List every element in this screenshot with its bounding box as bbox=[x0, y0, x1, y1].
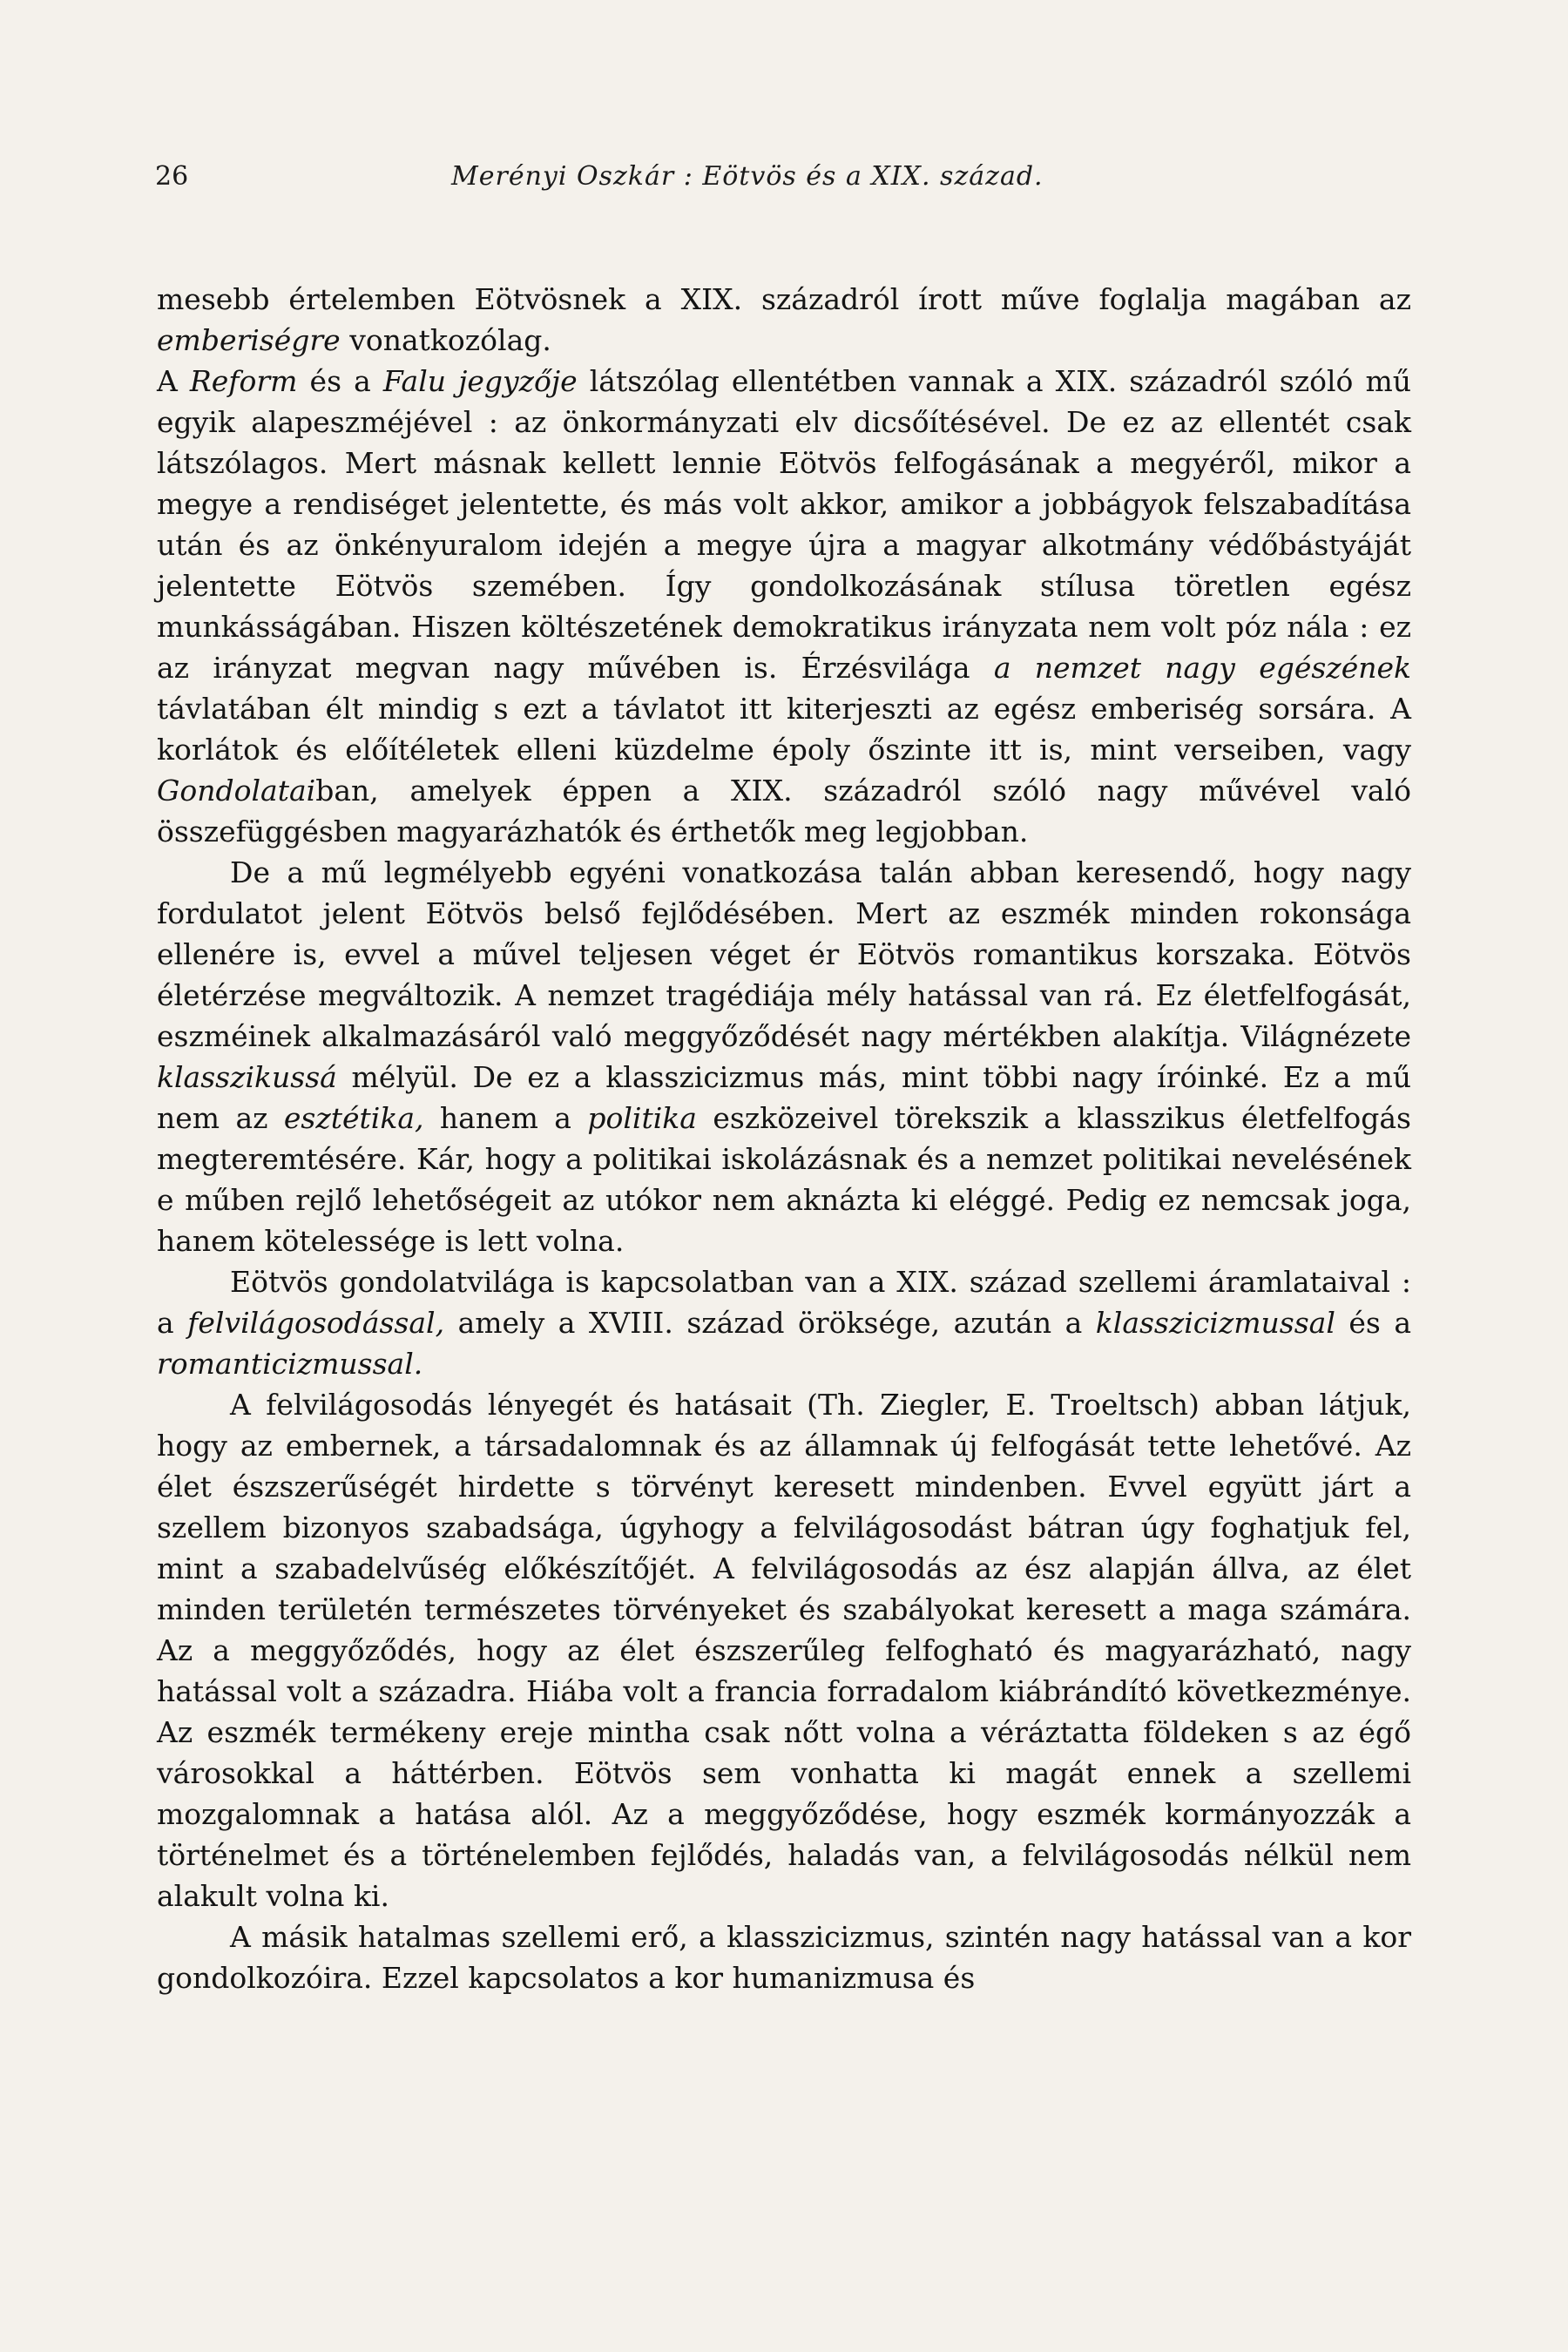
italic-text: a nemzet nagy egészének bbox=[993, 651, 1412, 685]
text-run: vonatkozólag. bbox=[340, 323, 551, 357]
text-run: látszólag ellentétben vannak a XIX. századról szóló mű egyik alapeszméjével : az önkormányzati elv dicsőítésével. De ez az ellentét csak látszólagos. Mert másnak kellett lennie Eötvös felfogásának a megyéről, mikor a megye a rendiséget jelentette, és más volt akkor, amikor a jobbágyok felszabadítása után és az önkényuralom idején a megye újra a magyar alkotmány védőbástyáját jelentette Eötvös szemében. Így gondolkozásának stílusa töretlen egész munkásságában. Hiszen költészetének demokratikus irányzata nem volt póz nála : ez az irányzat megvan nagy művében is. Érzésvilága bbox=[157, 364, 1411, 685]
text-run: és a bbox=[1335, 1306, 1411, 1340]
text-run: A bbox=[157, 364, 190, 398]
running-head bbox=[155, 161, 1409, 213]
italic-text: Falu jegyzője bbox=[382, 364, 578, 398]
italic-text: esztétika, bbox=[283, 1101, 424, 1135]
body-text bbox=[157, 279, 1411, 1998]
italic-text: romanticizmussal. bbox=[157, 1347, 423, 1381]
text-run: mesebb értelemben Eötvösnek a XIX. századról írott műve foglalja magában az bbox=[157, 282, 1411, 316]
text-run: A felvilágosodás lényegét és hatásait (Th. Ziegler, E. Troeltsch) abban látjuk, hogy az embernek, a társadalomnak és az államnak új felfogását tette lehetővé. Az élet észszerűségét hirdette s törvényt keresett mindenben. Evvel együtt járt a szellem bizonyos szabadsága, úgyhogy a felvilágosodást bátran úgy foghatjuk fel, mint a szabadelvűség előkészítőjét. A felvilágosodás az ész alapján állva, az élet minden területén természetes törvényeket és szabályokat keresett a maga számára. Az a meggyőződés, hogy az élet észszerűleg felfogható és magyarázható, nagy hatással volt a századra. Hiába volt a francia forradalom kiábrándító következménye. Az eszmék termékeny ereje mintha csak nőtt volna a véráztatta földeken s az égő városokkal a háttérben. Eötvös sem vonhatta ki magát ennek a szellemi mozgalomnak a hatása alól. Az a meggyőződése, hogy eszmék kormányozzák a történelmet és a történelemben fejlődés, haladás van, a felvilágosodás nélkül nem alakult volna ki. bbox=[157, 1388, 1411, 1913]
italic-text: emberiségre bbox=[157, 323, 341, 357]
paragraph bbox=[157, 1261, 1411, 1384]
paragraph bbox=[157, 852, 1411, 1261]
text-run: távlatában élt mindig s ezt a távlatot itt kiterjeszti az egész emberiség sorsára. A korlátok és előítéletek elleni küzdelme époly őszinte itt is, mint verseiben, vagy bbox=[157, 692, 1411, 767]
paragraph bbox=[157, 361, 1411, 852]
text-run: ban, amelyek éppen a XIX. századról szóló nagy művével való összefüggésben magyarázhatók és érthetők meg legjobban. bbox=[157, 774, 1411, 848]
italic-text: politika bbox=[587, 1101, 697, 1135]
paragraph bbox=[157, 1916, 1411, 1998]
text-run: hanem a bbox=[423, 1101, 588, 1135]
text-run: mélyül. De ez a klasszicizmus más, mint többi nagy íróinké. Ez a mű nem az bbox=[157, 1060, 1411, 1135]
text-run: Eötvös gondolatvilága is kapcsolatban van a XIX. század szellemi áramlataival : a bbox=[157, 1265, 1411, 1340]
text-run: eszközeivel törekszik a klasszikus életfelfogás megteremtésére. Kár, hogy a politikai iskolázásnak és a nemzet politikai nevelésének e műben rejlő lehetőségeit az utókor nem aknázta ki eléggé. Pedig ez nemcsak joga, hanem kötelessége is lett volna. bbox=[157, 1101, 1411, 1258]
text-run: A másik hatalmas szellemi erő, a klasszicizmus, szintén nagy hatással van a kor gondolkozóira. Ezzel kapcsolatos a kor humanizmusa és bbox=[157, 1920, 1411, 1995]
text-run: és a bbox=[297, 364, 383, 398]
page-number: 26 bbox=[155, 161, 189, 192]
text-run: De a mű legmélyebb egyéni vonatkozása talán abban keresendő, hogy nagy fordulatot jelent Eötvös belső fejlődésében. Mert az eszmék minden rokonsága ellenére is, evvel a művel teljesen véget ér Eötvös romantikus korszaka. Eötvös életérzése megváltozik. A nemzet tragédiája mély hatással van rá. Ez életfelfogását, eszméinek alkalmazásáról való meggyőződését nagy mértékben alakítja. Világnézete bbox=[157, 855, 1411, 1053]
italic-text: Gondolatai bbox=[157, 774, 316, 808]
italic-text: Reform bbox=[189, 364, 298, 398]
text-run: amely a XVIII. század öröksége, azután a bbox=[444, 1306, 1096, 1340]
paragraph bbox=[157, 279, 1411, 361]
italic-text: klasszikussá bbox=[157, 1060, 337, 1094]
paragraph bbox=[157, 1384, 1411, 1916]
italic-text: klasszicizmussal bbox=[1095, 1306, 1335, 1340]
italic-text: felvilágosodással, bbox=[187, 1306, 445, 1340]
running-title: Merényi Oszkár : Eötvös és a XIX. század. bbox=[451, 161, 1044, 192]
